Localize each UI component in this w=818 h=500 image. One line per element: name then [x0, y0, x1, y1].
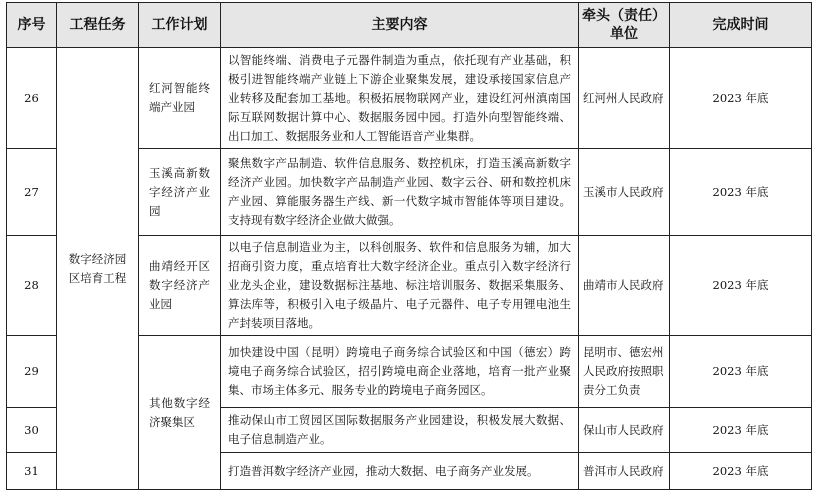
header-content: 主要内容 — [221, 3, 579, 48]
header-plan: 工作计划 — [139, 3, 221, 48]
header-time: 完成时间 — [670, 3, 812, 48]
row-plan: 红河智能终端产业园 — [139, 48, 221, 149]
row-time: 2023 年底 — [670, 149, 812, 236]
header-lead-line2: 单位 — [610, 26, 638, 42]
row-content: 以智能终端、消费电子元器件制造为重点，依托现有产业基础，积极引进智能终端产业链上下游企业聚集发展，建设承接国家信息产业转移及配套加工基地。积极拓展物联网产业，建设红河州滇南国际互联网数据计算中心、数据服务园中园。打造外向型智能终端、出口加工、数据服务业和人工智能语音产业集群。 — [221, 48, 579, 149]
row-index: 28 — [7, 236, 57, 336]
row-plan: 曲靖经开区数字经济产业园 — [139, 236, 221, 336]
row-content: 加快建设中国（昆明）跨境电子商务综合试验区和中国（德宏）跨境电子商务综合试验区，招引跨境电商企业落地，培育一批产业聚集、市场主体多元、服务专业的跨境电子商务园区。 — [221, 336, 579, 408]
header-lead-line1: 牵头（责任） — [582, 8, 666, 24]
header-row — [7, 3, 812, 48]
table-row — [7, 48, 812, 149]
row-content: 聚焦数字产品制造、软件信息服务、数控机床，打造玉溪高新数字经济产业园。加快数字产品制造产业园、数字云谷、研和数控机床产业园、算能服务器生产线、新一代数字城市智能体等项目建设。支持现有数字经济企业做大做强。 — [221, 149, 579, 236]
row-content: 以电子信息制造业为主，以科创服务、软件和信息服务为辅，加大招商引资力度，重点培育壮大数字经济企业。重点引入数字经济行业龙头企业，建设数据标注基地、标注培训服务、数据采集服务、算法库等，积极引入电子级晶片、电子元器件、电子专用锂电池生产封装项目落地。 — [221, 236, 579, 336]
row-lead: 曲靖市人民政府 — [579, 236, 670, 336]
row-time: 2023 年底 — [670, 336, 812, 408]
task-table — [6, 2, 812, 490]
row-index: 26 — [7, 48, 57, 149]
header-task: 工程任务 — [57, 3, 139, 48]
row-time: 2023 年底 — [670, 48, 812, 149]
task-group-cell: 数字经济园区培育工程 — [57, 48, 139, 490]
row-time: 2023 年底 — [670, 453, 812, 490]
row-plan: 玉溪高新数字经济产业园 — [139, 149, 221, 236]
row-lead: 玉溪市人民政府 — [579, 149, 670, 236]
row-time: 2023 年底 — [670, 408, 812, 453]
row-time: 2023 年底 — [670, 236, 812, 336]
row-index: 27 — [7, 149, 57, 236]
row-index: 29 — [7, 336, 57, 408]
plan-other-cell: 其他数字经济聚集区 — [139, 336, 221, 490]
row-lead: 保山市人民政府 — [579, 408, 670, 453]
row-index: 31 — [7, 453, 57, 490]
row-lead: 红河州人民政府 — [579, 48, 670, 149]
row-index: 30 — [7, 408, 57, 453]
row-lead: 昆明市、德宏州人民政府按照职责分工负责 — [579, 336, 670, 408]
row-content: 打造普洱数字经济产业园，推动大数据、电子商务产业发展。 — [221, 453, 579, 490]
header-index: 序号 — [7, 3, 57, 48]
row-content: 推动保山市工贸园区国际数据服务产业园建设，积极发展大数据、电子信息制造产业。 — [221, 408, 579, 453]
header-lead — [579, 3, 670, 48]
row-lead: 普洱市人民政府 — [579, 453, 670, 490]
